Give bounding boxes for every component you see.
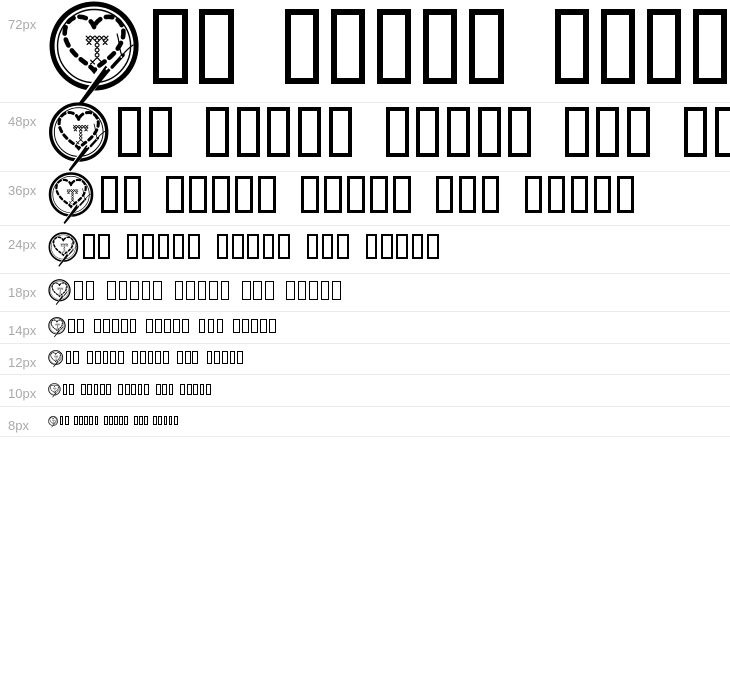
missing-glyph-box: [192, 351, 198, 363]
heart-hoop-letter-t-glyph: [48, 383, 61, 398]
missing-glyph-box: [217, 234, 229, 259]
missing-glyph-box: [149, 107, 172, 157]
heart-hoop-letter-t-glyph: [48, 1, 140, 106]
missing-glyph-box: [139, 416, 143, 424]
font-sample-text: [48, 1, 730, 106]
waterfall-rows-container: [0, 6, 730, 437]
missing-glyph-box: [144, 416, 148, 424]
missing-glyph-box: [164, 416, 168, 424]
missing-glyph-box: [66, 351, 72, 363]
missing-glyph-box: [594, 176, 611, 213]
missing-glyph-box: [309, 281, 318, 300]
missing-glyph-box: [112, 319, 119, 334]
missing-glyph-box: [331, 9, 366, 84]
waterfall-row: [0, 226, 730, 274]
missing-glyph-box: [163, 351, 169, 363]
missing-glyph-box: [207, 351, 213, 363]
font-sample-text: [48, 416, 730, 428]
missing-glyph-box: [155, 319, 162, 334]
missing-glyph-box: [260, 319, 267, 334]
missing-glyph-box: [230, 351, 236, 363]
missing-glyph-box: [74, 281, 83, 300]
heart-hoop-letter-t-glyph: [48, 416, 58, 428]
missing-glyph-box: [482, 176, 499, 213]
missing-glyph-box: [301, 176, 318, 213]
missing-glyph-box: [258, 176, 275, 213]
font-sample-text: [48, 279, 730, 305]
missing-glyph-box: [86, 281, 95, 300]
missing-glyph-box: [158, 416, 162, 424]
missing-glyph-box: [525, 176, 542, 213]
missing-glyph-box: [182, 319, 189, 334]
missing-glyph-box: [60, 416, 64, 424]
missing-glyph-box: [142, 234, 154, 259]
heart-hoop-letter-t-glyph: [48, 279, 71, 305]
missing-glyph-box: [571, 176, 588, 213]
missing-glyph-box: [156, 384, 161, 394]
missing-glyph-box: [94, 384, 99, 394]
missing-glyph-box: [617, 176, 634, 213]
missing-glyph-box: [247, 234, 259, 259]
missing-glyph-box: [138, 384, 143, 394]
missing-glyph-box: [114, 416, 118, 424]
missing-glyph-box: [601, 9, 636, 84]
missing-glyph-box: [684, 107, 707, 157]
missing-glyph-box: [298, 281, 307, 300]
missing-glyph-box: [118, 351, 124, 363]
missing-glyph-box: [110, 351, 116, 363]
missing-glyph-box: [321, 281, 330, 300]
missing-glyph-box: [101, 176, 118, 213]
missing-glyph-box: [370, 176, 387, 213]
missing-glyph-box: [79, 416, 83, 424]
font-size-label: 24px: [8, 237, 37, 252]
missing-glyph-box: [286, 281, 295, 300]
missing-glyph-box: [95, 351, 101, 363]
missing-glyph-box: [146, 319, 153, 334]
missing-glyph-box: [253, 281, 262, 300]
missing-glyph-box: [175, 281, 184, 300]
missing-glyph-box: [269, 319, 276, 334]
missing-glyph-box: [193, 384, 198, 394]
missing-glyph-box: [423, 9, 458, 84]
missing-glyph-box: [65, 416, 69, 424]
missing-glyph-box: [132, 351, 138, 363]
missing-glyph-box: [508, 107, 531, 157]
missing-glyph-box: [381, 234, 393, 259]
missing-glyph-box: [212, 176, 229, 213]
missing-glyph-box: [596, 107, 619, 157]
missing-glyph-box: [169, 416, 173, 424]
missing-glyph-box: [263, 234, 275, 259]
missing-glyph-box: [206, 107, 229, 157]
waterfall-row: [0, 172, 730, 226]
missing-glyph-box: [155, 351, 161, 363]
missing-glyph-box: [124, 416, 128, 424]
missing-glyph-box: [153, 9, 188, 84]
missing-glyph-box: [140, 351, 146, 363]
waterfall-row: [0, 6, 730, 103]
missing-glyph-box: [173, 319, 180, 334]
font-size-label: 72px: [8, 17, 37, 32]
missing-glyph-box: [447, 107, 470, 157]
missing-glyph-box: [81, 384, 86, 394]
missing-glyph-box: [478, 107, 501, 157]
waterfall-row: [0, 274, 730, 312]
missing-glyph-box: [103, 351, 109, 363]
missing-glyph-box: [377, 9, 412, 84]
missing-glyph-box: [95, 416, 99, 424]
missing-glyph-box: [233, 319, 240, 334]
missing-glyph-box: [187, 384, 192, 394]
missing-glyph-box: [125, 384, 130, 394]
missing-glyph-box: [106, 384, 111, 394]
missing-glyph-box: [189, 176, 206, 213]
missing-glyph-box: [153, 281, 162, 300]
missing-glyph-box: [185, 351, 191, 363]
heart-hoop-letter-t-glyph: [48, 350, 63, 368]
missing-glyph-box: [366, 234, 378, 259]
missing-glyph-box: [74, 416, 78, 424]
missing-glyph-box: [200, 384, 205, 394]
missing-glyph-box: [217, 319, 224, 334]
font-size-label: 12px: [8, 355, 37, 370]
missing-glyph-box: [83, 234, 95, 259]
missing-glyph-box: [174, 416, 178, 424]
missing-glyph-box: [166, 176, 183, 213]
waterfall-row: [0, 103, 730, 172]
missing-glyph-box: [693, 9, 728, 84]
missing-glyph-box: [119, 281, 128, 300]
missing-glyph-box: [73, 351, 79, 363]
missing-glyph-box: [329, 107, 352, 157]
missing-glyph-box: [107, 281, 116, 300]
missing-glyph-box: [100, 384, 105, 394]
missing-glyph-box: [332, 281, 341, 300]
missing-glyph-box: [396, 234, 408, 259]
missing-glyph-box: [177, 351, 183, 363]
font-sample-text: [48, 383, 730, 398]
missing-glyph-box: [130, 319, 137, 334]
missing-glyph-box: [142, 281, 151, 300]
missing-glyph-box: [63, 384, 68, 394]
font-size-label: 14px: [8, 323, 37, 338]
missing-glyph-box: [307, 234, 319, 259]
missing-glyph-box: [221, 281, 230, 300]
missing-glyph-box: [77, 319, 84, 334]
missing-glyph-box: [548, 176, 565, 213]
missing-glyph-box: [237, 107, 260, 157]
missing-glyph-box: [347, 176, 364, 213]
missing-glyph-box: [322, 234, 334, 259]
missing-glyph-box: [715, 107, 730, 157]
missing-glyph-box: [94, 319, 101, 334]
missing-glyph-box: [98, 234, 110, 259]
missing-glyph-box: [131, 384, 136, 394]
missing-glyph-box: [555, 9, 590, 84]
missing-glyph-box: [647, 9, 682, 84]
missing-glyph-box: [251, 319, 258, 334]
missing-glyph-box: [199, 319, 206, 334]
missing-glyph-box: [124, 176, 141, 213]
missing-glyph-box: [89, 416, 93, 424]
missing-glyph-box: [148, 351, 154, 363]
missing-glyph-box: [265, 281, 274, 300]
missing-glyph-box: [278, 234, 290, 259]
missing-glyph-box: [459, 176, 476, 213]
missing-glyph-box: [186, 281, 195, 300]
missing-glyph-box: [119, 416, 123, 424]
missing-glyph-box: [188, 234, 200, 259]
font-sample-text: [48, 317, 730, 337]
missing-glyph-box: [103, 319, 110, 334]
font-sample-text: [48, 172, 730, 225]
missing-glyph-box: [427, 234, 439, 259]
missing-glyph-box: [222, 351, 228, 363]
missing-glyph-box: [84, 416, 88, 424]
missing-glyph-box: [198, 281, 207, 300]
missing-glyph-box: [158, 234, 170, 259]
missing-glyph-box: [206, 384, 211, 394]
font-size-label: 36px: [8, 183, 37, 198]
missing-glyph-box: [242, 319, 249, 334]
missing-glyph-box: [104, 416, 108, 424]
missing-glyph-box: [162, 384, 167, 394]
font-sample-text: [48, 102, 730, 172]
missing-glyph-box: [214, 351, 220, 363]
waterfall-row: [0, 344, 730, 375]
missing-glyph-box: [164, 319, 171, 334]
missing-glyph-box: [393, 176, 410, 213]
missing-glyph-box: [627, 107, 650, 157]
missing-glyph-box: [180, 384, 185, 394]
heart-hoop-letter-t-glyph: [48, 172, 94, 225]
missing-glyph-box: [153, 416, 157, 424]
missing-glyph-box: [232, 234, 244, 259]
missing-glyph-box: [436, 176, 453, 213]
heart-hoop-letter-t-glyph: [48, 102, 109, 172]
missing-glyph-box: [109, 416, 113, 424]
missing-glyph-box: [324, 176, 341, 213]
font-size-label: 18px: [8, 285, 37, 300]
heart-hoop-letter-t-glyph: [48, 317, 66, 337]
missing-glyph-box: [127, 234, 139, 259]
missing-glyph-box: [469, 9, 504, 84]
missing-glyph-box: [412, 234, 424, 259]
missing-glyph-box: [68, 319, 75, 334]
missing-glyph-box: [118, 384, 123, 394]
missing-glyph-box: [173, 234, 185, 259]
missing-glyph-box: [87, 351, 93, 363]
missing-glyph-box: [118, 107, 141, 157]
missing-glyph-box: [267, 107, 290, 157]
missing-glyph-box: [298, 107, 321, 157]
waterfall-row: [0, 312, 730, 344]
missing-glyph-box: [169, 384, 174, 394]
missing-glyph-box: [237, 351, 243, 363]
missing-glyph-box: [144, 384, 149, 394]
missing-glyph-box: [565, 107, 588, 157]
missing-glyph-box: [209, 281, 218, 300]
heart-hoop-letter-t-glyph: [48, 232, 79, 267]
missing-glyph-box: [199, 9, 234, 84]
missing-glyph-box: [208, 319, 215, 334]
font-sample-text: [48, 232, 730, 267]
font-size-label: 10px: [8, 386, 37, 401]
missing-glyph-box: [87, 384, 92, 394]
font-size-label: 8px: [8, 418, 29, 433]
missing-glyph-box: [130, 281, 139, 300]
missing-glyph-box: [285, 9, 320, 84]
font-sample-text: [48, 350, 730, 368]
missing-glyph-box: [69, 384, 74, 394]
missing-glyph-box: [337, 234, 349, 259]
missing-glyph-box: [416, 107, 439, 157]
missing-glyph-box: [134, 416, 138, 424]
missing-glyph-box: [235, 176, 252, 213]
waterfall-row: [0, 407, 730, 437]
waterfall-row: [0, 375, 730, 407]
missing-glyph-box: [242, 281, 251, 300]
missing-glyph-box: [386, 107, 409, 157]
missing-glyph-box: [121, 319, 128, 334]
font-size-label: 48px: [8, 114, 37, 129]
